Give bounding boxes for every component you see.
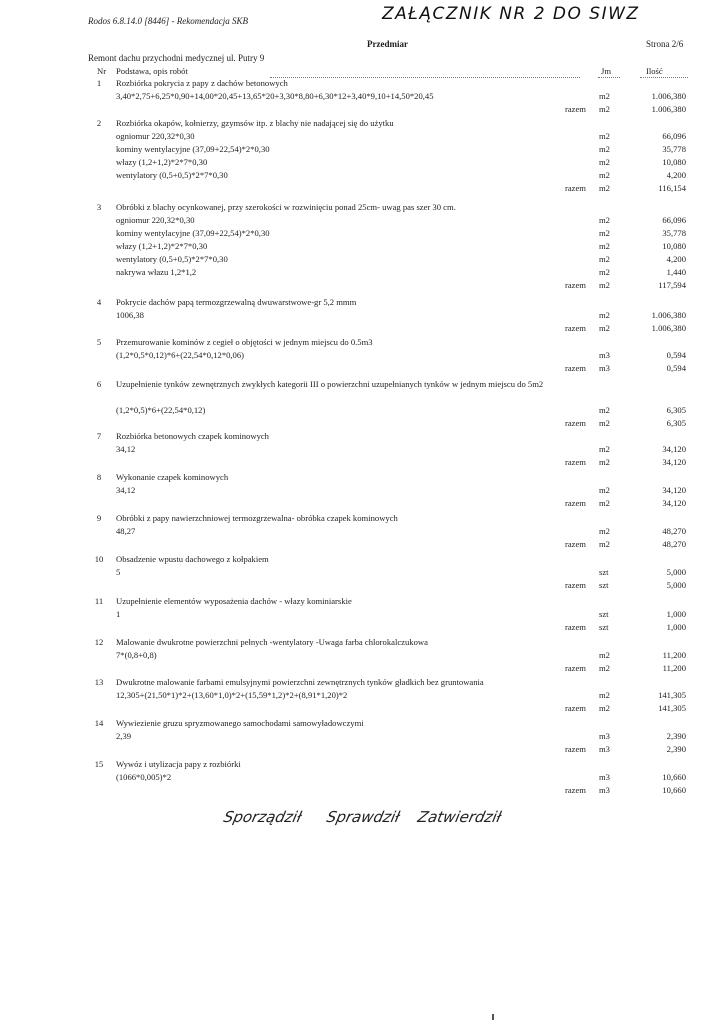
total-label: razem — [565, 662, 586, 673]
unit-cell: m2 — [599, 525, 610, 536]
measurement-formula: ogniomur 220,32*0,30 — [116, 214, 195, 225]
item-number: 3 — [96, 202, 102, 212]
total-label: razem — [565, 182, 586, 193]
quantity-cell: 48,270 — [662, 525, 686, 536]
total-label: razem — [565, 743, 586, 754]
unit-cell: m2 — [599, 143, 610, 154]
total-label: razem — [565, 702, 586, 713]
item-description: Uzupełnienie tynków zewnętrznych zwykłych kategorii III o powierzchni uzupełnianych tynków w jednym miejscu do 5m2 — [116, 379, 544, 389]
total-label: razem — [565, 621, 586, 632]
item-number: 14 — [94, 718, 104, 728]
quantity-cell: 4,200 — [666, 253, 686, 264]
quantity-cell: 2,390 — [666, 743, 686, 754]
page-number: Strona 2/6 — [646, 39, 684, 49]
item-description: Obróbki z blachy ocynkowanej, przy szerokości w rozwinięciu ponad 25cm- uwag pas szer 30 cm. — [116, 202, 456, 212]
measurement-formula: wentylatory (0,5+0,5)*2*7*0,30 — [116, 169, 228, 180]
unit-cell: szt — [599, 621, 609, 632]
total-label: razem — [565, 279, 586, 290]
measurement-formula: 5 — [116, 566, 121, 577]
quantity-cell: 5,000 — [666, 579, 686, 590]
measurement-formula: (1,2*0,5*0,12)*6+(22,54*0,12*0,06) — [116, 349, 245, 360]
signature-checked: Sprawdził — [325, 808, 402, 826]
quantity-cell: 1.006,380 — [651, 322, 686, 333]
quantity-cell: 10,660 — [662, 784, 686, 795]
item-description: Rozbiórka pokrycia z papy z dachów betonowych — [116, 78, 288, 88]
quantity-cell: 6,305 — [666, 404, 686, 415]
quantity-cell: 5,000 — [666, 566, 686, 577]
quantity-cell: 1,000 — [666, 608, 686, 619]
quantity-cell: 35,778 — [662, 143, 686, 154]
quantity-cell: 10,660 — [662, 771, 686, 782]
quantity-cell: 10,080 — [662, 156, 686, 167]
item-description: Rozbiórka betonowych czapek kominowych — [116, 431, 269, 441]
unit-cell: m2 — [599, 456, 610, 467]
quantity-cell: 141,305 — [658, 689, 686, 700]
signature-approved: Zatwierdził — [416, 808, 503, 826]
quantity-cell: 10,080 — [662, 240, 686, 251]
total-label: razem — [565, 579, 586, 590]
unit-cell: m2 — [599, 253, 610, 264]
measurement-formula: ogniomur 220,32*0,30 — [116, 130, 195, 141]
measurement-formula: 48,27 — [116, 525, 136, 536]
item-number: 11 — [94, 596, 104, 606]
item-number: 1 — [96, 78, 102, 88]
column-header-opis: Podstawa, opis robót — [116, 66, 188, 76]
quantity-cell: 34,120 — [662, 456, 686, 467]
measurement-formula: 34,12 — [116, 443, 136, 454]
page-title: Przedmiar — [367, 39, 408, 49]
unit-cell: m2 — [599, 90, 610, 101]
project-subtitle: Remont dachu przychodni medycznej ul. Putry 9 — [88, 53, 265, 63]
item-number: 8 — [96, 472, 102, 482]
item-number: 2 — [96, 118, 102, 128]
scan-mark — [492, 1014, 494, 1020]
quantity-cell: 1,000 — [666, 621, 686, 632]
unit-cell: m2 — [599, 662, 610, 673]
item-description: Wywóz i utylizacja papy z rozbiórki — [116, 759, 241, 769]
unit-cell: m2 — [599, 322, 610, 333]
unit-cell: m2 — [599, 689, 610, 700]
quantity-cell: 1.006,380 — [651, 309, 686, 320]
unit-cell: m3 — [599, 362, 610, 373]
measurement-formula: kominy wentylacyjne (37,09+22,54)*2*0,30 — [116, 143, 270, 154]
unit-cell: m2 — [599, 702, 610, 713]
unit-cell: m2 — [599, 484, 610, 495]
column-header-ilosc: Ilość — [646, 66, 663, 76]
measurement-formula: 7*(0,8+0,8) — [116, 649, 157, 660]
item-description: Przemurowanie kominów z cegieł o objętości w jednym miejscu do 0.5m3 — [116, 337, 373, 347]
item-description: Malowanie dwukrotne powierzchni pełnych -wentylatory -Uwaga farba chlorokalczukowa — [116, 637, 428, 647]
measurement-formula: 2,39 — [116, 730, 132, 741]
signature-prepared: Sporządził — [222, 808, 304, 826]
item-number: 10 — [94, 554, 104, 564]
column-header-nr: Nr — [97, 66, 107, 76]
unit-cell: szt — [599, 608, 609, 619]
measurement-formula: włazy (1,2+1,2)*2*7*0,30 — [116, 240, 208, 251]
item-number: 5 — [96, 337, 102, 347]
quantity-cell: 1.006,380 — [651, 103, 686, 114]
handwritten-attachment-note: ZAŁĄCZNIK NR 2 DO SIWZ — [382, 4, 640, 24]
item-number: 9 — [96, 513, 102, 523]
unit-cell: m3 — [599, 743, 610, 754]
item-number: 12 — [94, 637, 104, 647]
column-header-jm: Jm — [601, 66, 612, 76]
quantity-cell: 2,390 — [666, 730, 686, 741]
quantity-cell: 11,200 — [662, 649, 686, 660]
measurement-formula: nakrywa włazu 1,2*1,2 — [116, 266, 197, 277]
unit-cell: m2 — [599, 266, 610, 277]
measurement-formula: 1 — [116, 608, 121, 619]
measurement-formula: 1006,38 — [116, 309, 144, 320]
item-description: Dwukrotne malowanie farbami emulsyjnymi powierzchni zewnętrznych tynków gładkich bez gruntowania — [116, 677, 484, 687]
unit-cell: m2 — [599, 130, 610, 141]
quantity-cell: 6,305 — [666, 417, 686, 428]
item-description: Wykonanie czapek kominowych — [116, 472, 229, 482]
quantity-cell: 34,120 — [662, 443, 686, 454]
unit-cell: szt — [599, 566, 609, 577]
item-number: 13 — [94, 677, 104, 687]
unit-cell: m2 — [599, 404, 610, 415]
item-number: 4 — [96, 297, 102, 307]
quantity-cell: 34,120 — [662, 484, 686, 495]
unit-cell: m3 — [599, 784, 610, 795]
unit-cell: m2 — [599, 417, 610, 428]
quantity-cell: 34,120 — [662, 497, 686, 508]
unit-cell: m3 — [599, 771, 610, 782]
total-label: razem — [565, 103, 586, 114]
header-rule-ilosc — [640, 77, 688, 78]
unit-cell: m2 — [599, 279, 610, 290]
total-label: razem — [565, 456, 586, 467]
quantity-cell: 117,594 — [658, 279, 686, 290]
measurement-formula: 3,40*2,75+6,25*0,90+14,00*20,45+13,65*20+3,30*8,80+6,30*12+3,40*9,10+14,50*20,45 — [116, 90, 434, 101]
total-label: razem — [565, 362, 586, 373]
measurement-formula: (1066*0,005)*2 — [116, 771, 172, 782]
item-description: Pokrycie dachów papą termozgrzewalną dwuwarstwowe-gr 5,2 mmm — [116, 297, 357, 307]
measurement-formula: 12,305+(21,50*1)*2+(13,60*1,0)*2+(15,59*1,2)*2+(8,91*1,20)*2 — [116, 689, 348, 700]
total-label: razem — [565, 497, 586, 508]
total-label: razem — [565, 784, 586, 795]
quantity-cell: 1,440 — [666, 266, 686, 277]
total-label: razem — [565, 417, 586, 428]
quantity-cell: 0,594 — [666, 349, 686, 360]
measurement-formula: 34,12 — [116, 484, 136, 495]
software-header: Rodos 6.8.14.0 [8446] - Rekomendacja SKB — [88, 16, 248, 26]
unit-cell: m3 — [599, 730, 610, 741]
unit-cell: m2 — [599, 649, 610, 660]
unit-cell: m2 — [599, 497, 610, 508]
quantity-cell: 141,305 — [658, 702, 686, 713]
item-description: Obróbki z papy nawierzchniowej termozgrzewalna- obróbka czapek kominowych — [116, 513, 398, 523]
item-description: Rozbiórka okapów, kołnierzy, gzymsów itp. z blachy nie nadającej się do użytku — [116, 118, 394, 128]
unit-cell: m2 — [599, 443, 610, 454]
quantity-cell: 11,200 — [662, 662, 686, 673]
unit-cell: m2 — [599, 309, 610, 320]
quantity-cell: 4,200 — [666, 169, 686, 180]
unit-cell: m2 — [599, 169, 610, 180]
unit-cell: m2 — [599, 156, 610, 167]
quantity-cell: 48,270 — [662, 538, 686, 549]
quantity-cell: 66,096 — [662, 130, 686, 141]
unit-cell: m2 — [599, 538, 610, 549]
unit-cell: m2 — [599, 227, 610, 238]
unit-cell: m2 — [599, 240, 610, 251]
quantity-cell: 116,154 — [658, 182, 686, 193]
unit-cell: szt — [599, 579, 609, 590]
unit-cell: m2 — [599, 182, 610, 193]
item-number: 7 — [96, 431, 102, 441]
unit-cell: m2 — [599, 214, 610, 225]
total-label: razem — [565, 538, 586, 549]
measurement-formula: włazy (1,2+1,2)*2*7*0,30 — [116, 156, 208, 167]
quantity-cell: 0,594 — [666, 362, 686, 373]
quantity-cell: 1.006,380 — [651, 90, 686, 101]
quantity-cell: 66,096 — [662, 214, 686, 225]
header-rule-jm — [598, 77, 620, 78]
item-description: Wywiezienie gruzu spryzmowanego samochodami samowyładowczymi — [116, 718, 364, 728]
unit-cell: m3 — [599, 349, 610, 360]
item-description: Obsadzenie wpustu dachowego z kołpakiem — [116, 554, 269, 564]
measurement-formula: wentylatory (0,5+0,5)*2*7*0,30 — [116, 253, 228, 264]
measurement-formula: (1,2*0,5)*6+(22,54*0,12) — [116, 404, 206, 415]
item-number: 15 — [94, 759, 104, 769]
unit-cell: m2 — [599, 103, 610, 114]
quantity-cell: 35,778 — [662, 227, 686, 238]
measurement-formula: kominy wentylacyjne (37,09+22,54)*2*0,30 — [116, 227, 270, 238]
total-label: razem — [565, 322, 586, 333]
item-description: Uzupełnienie elementów wyposażenia dachów - włazy kominiarskie — [116, 596, 352, 606]
item-number: 6 — [96, 379, 102, 389]
